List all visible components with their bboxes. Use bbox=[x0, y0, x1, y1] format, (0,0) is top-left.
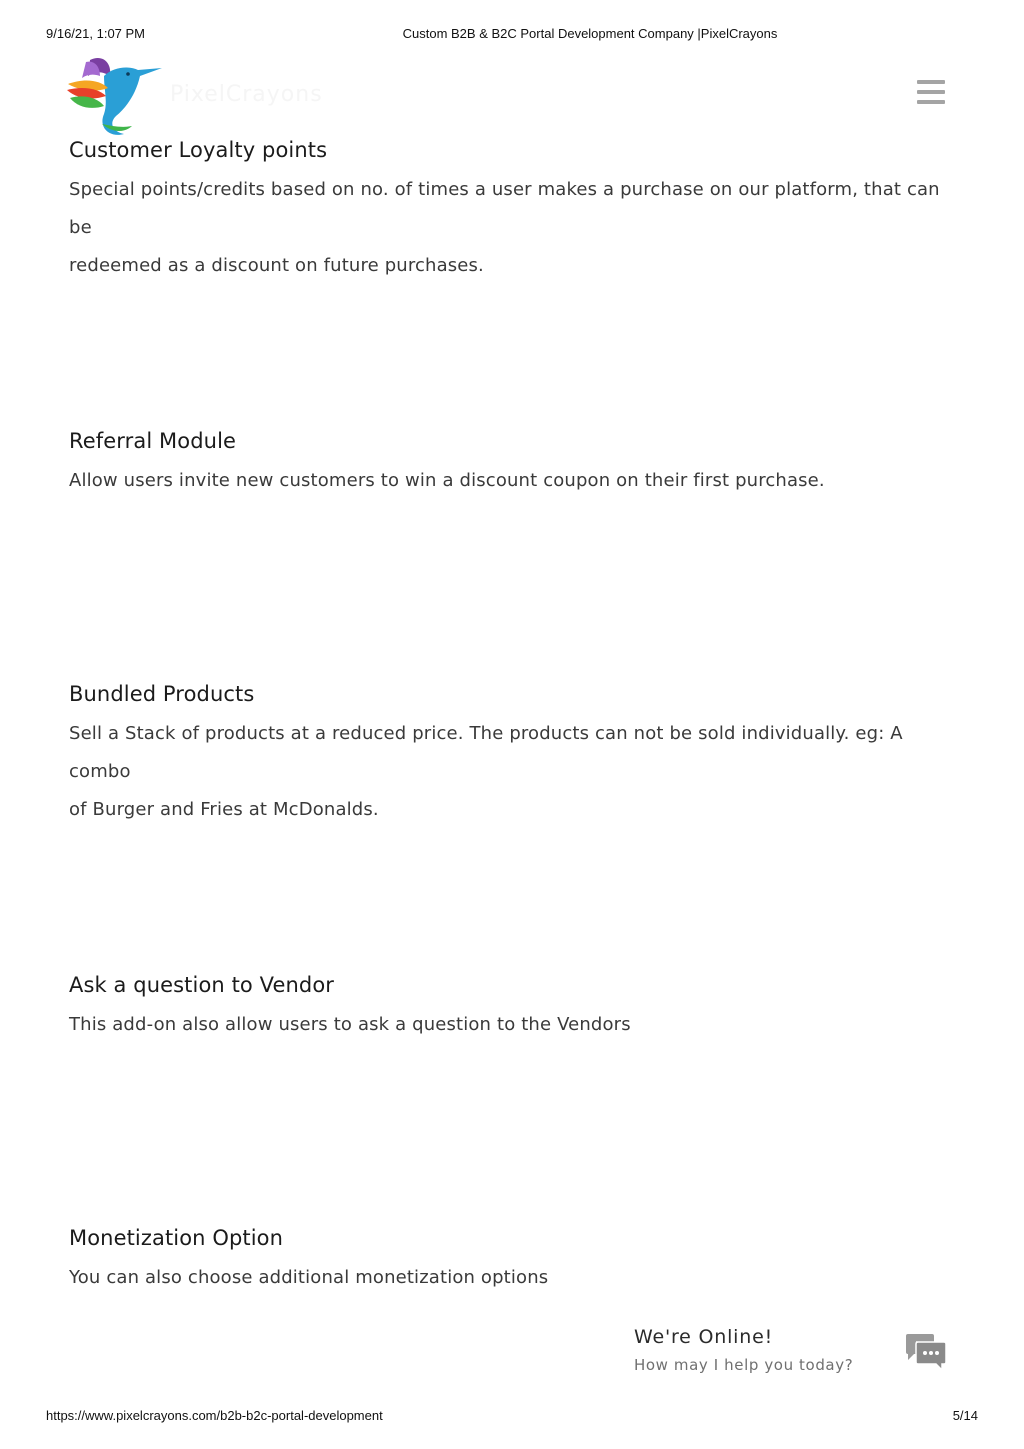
print-footer bbox=[0, 1408, 1024, 1424]
menu-icon-bar bbox=[917, 100, 945, 104]
print-page-title: Custom B2B & B2C Portal Development Company |PixelCrayons bbox=[402, 26, 778, 41]
print-url: https://www.pixelcrayons.com/b2b-b2c-portal-development bbox=[46, 1408, 383, 1423]
feature-monetization-option bbox=[69, 1223, 959, 1297]
feature-ask-vendor bbox=[69, 970, 959, 1044]
live-chat-widget[interactable] bbox=[620, 1318, 960, 1388]
hamburger-menu-button[interactable] bbox=[914, 78, 948, 106]
hummingbird-logo-icon bbox=[64, 54, 164, 138]
print-page-indicator: 5/14 bbox=[952, 1408, 978, 1423]
feature-title: Ask a question to Vendor bbox=[69, 973, 335, 997]
description-line: redeemed as a discount on future purchases. bbox=[69, 255, 484, 276]
description-line: Allow users invite new customers to win a discount coupon on their first purchase. bbox=[69, 470, 825, 491]
chat-title: We're Online! bbox=[634, 1326, 774, 1348]
menu-icon-bar bbox=[917, 90, 945, 94]
feature-title: Referral Module bbox=[69, 429, 237, 453]
feature-description bbox=[69, 171, 959, 285]
feature-title: Customer Loyalty points bbox=[69, 138, 328, 162]
description-line: of Burger and Fries at McDonalds. bbox=[69, 799, 379, 820]
description-line: Special points/credits based on no. of times a user makes a purchase on our platform, that can be bbox=[69, 179, 940, 238]
feature-description bbox=[69, 715, 959, 829]
chat-subtitle: How may I help you today? bbox=[634, 1356, 854, 1374]
logo-wordmark: PixelCrayons bbox=[170, 82, 323, 107]
feature-description bbox=[69, 1259, 959, 1297]
print-header bbox=[0, 26, 1024, 42]
feature-description bbox=[69, 462, 959, 500]
feature-description bbox=[69, 1006, 959, 1044]
feature-customer-loyalty bbox=[69, 135, 959, 285]
feature-title: Bundled Products bbox=[69, 682, 255, 706]
site-logo[interactable] bbox=[64, 54, 164, 138]
chat-bubbles-icon[interactable] bbox=[904, 1332, 948, 1372]
print-datetime: 9/16/21, 1:07 PM bbox=[46, 26, 146, 41]
feature-referral-module bbox=[69, 426, 959, 500]
description-line: You can also choose additional monetization options bbox=[69, 1267, 549, 1288]
feature-title: Monetization Option bbox=[69, 1226, 284, 1250]
description-line: This add-on also allow users to ask a question to the Vendors bbox=[69, 1014, 631, 1035]
hamburger-menu-icon bbox=[917, 80, 945, 84]
description-line: Sell a Stack of products at a reduced price. The products can not be sold individually. eg: A combo bbox=[69, 723, 903, 782]
feature-bundled-products bbox=[69, 679, 959, 829]
